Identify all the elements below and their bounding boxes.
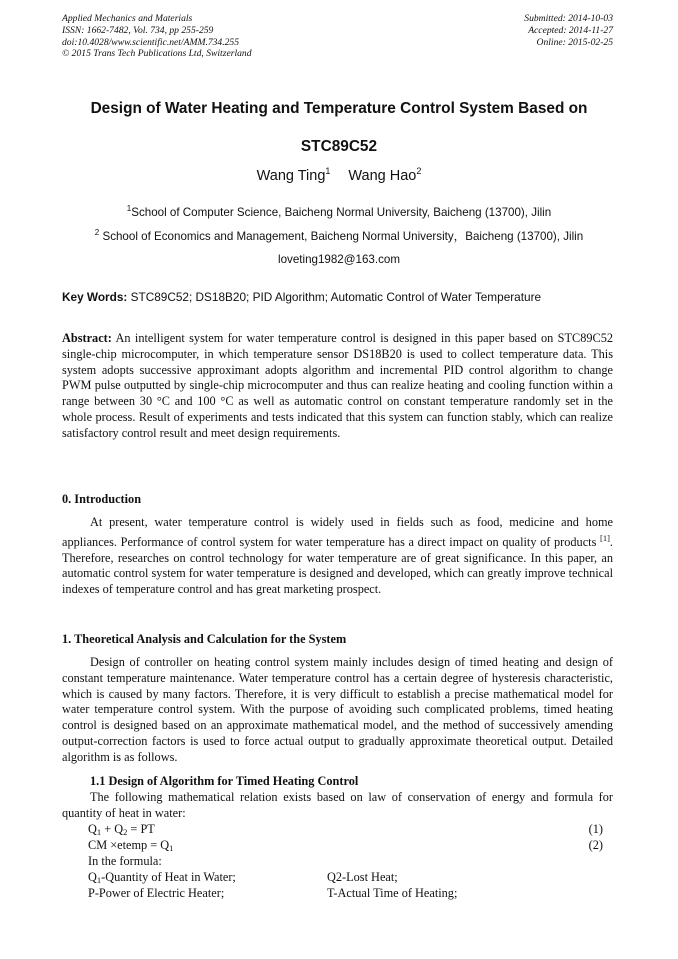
definition-q1-symbol: Q <box>88 870 97 884</box>
online-date: Online: 2015-02-25 <box>536 36 613 48</box>
introduction-text-b: . Therefore, researches on control technology for water temperature are of great significance. In this paper, an automatic control system for water temperature is designed and developed, which can greatly improve technical indexes of temperature control and has great marketing prospect. <box>62 534 613 597</box>
introduction-text-a: At present, water temperature control is widely used in fields such as food, medicine and home appliances. Performance of control system for water temperature has a direct impact on quality of products <box>62 515 613 549</box>
author-email: loveting1982@163.com <box>278 253 400 266</box>
keywords <box>62 290 617 304</box>
equation-2-number: (2) <box>588 838 603 852</box>
paper-title <box>60 90 618 166</box>
equation-2-sub: 1 <box>169 843 174 853</box>
affiliation-1-text: School of Computer Science, Baicheng Normal University, Baicheng (13700), Jilin <box>131 205 552 219</box>
accepted-date: Accepted: 2014-11-27 <box>528 24 613 36</box>
authors <box>0 166 678 184</box>
journal-doi: doi:10.4028/www.scientific.net/AMM.734.255 <box>62 36 240 48</box>
author-1-affil-mark: 1 <box>325 166 331 176</box>
journal-name: Applied Mechanics and Materials <box>62 13 193 24</box>
equation-1-rest: = PT <box>127 822 155 836</box>
journal-copyright: © 2015 Trans Tech Publications Ltd, Switzerland <box>62 48 252 60</box>
theory-paragraph: Design of controller on heating control system mainly includes design of timed heating and design of constant temperature maintenance. Water temperature control has a certain degree of hysteresis characteristic, which is caused by many factors. Therefore, it is very difficult to establish a precise mathematical model for water temperature control system. With the purpose of avoiding such complicated problems, timed heating control is designed based on an approximate mathematical model, and the method of successively amending output-correction factors is used to force actual output to gradually approximate theoretical output. Detailed algorithm is as follows. <box>62 655 613 764</box>
journal-header <box>62 13 252 60</box>
citation-ref[interactable]: [1] <box>600 532 610 543</box>
keywords-text: STC89C52; DS18B20; PID Algorithm; Automatic Control of Water Temperature <box>127 290 542 304</box>
definition-q1-sub: 1 <box>96 875 102 885</box>
paper-title-line2: STC89C52 <box>300 138 378 155</box>
equation-1-mid: + Q <box>101 822 124 836</box>
affiliation-1-mark: 1 <box>126 204 132 213</box>
subsection-heading-algorithm: 1.1 Design of Algorithm for Timed Heating Control <box>90 774 359 788</box>
affiliation-2-mark: 2 <box>94 228 100 238</box>
affiliation-2 <box>0 228 678 244</box>
author-1: Wang Ting <box>256 167 326 184</box>
algorithm-paragraph: The following mathematical relation exists based on law of conservation of energy and formula for quantity of heat in water: <box>62 790 613 820</box>
journal-issn: ISSN: 1662-7482, Vol. 734, pp 255-259 <box>62 24 214 36</box>
author-2-affil-mark: 2 <box>416 166 422 176</box>
introduction-paragraph <box>62 515 613 598</box>
equation-1-sub: 1 <box>96 827 102 837</box>
formula-intro: In the formula: <box>88 854 162 868</box>
definition-q2: Q2-Lost Heat; <box>327 870 398 884</box>
submitted-date: Submitted: 2014-10-03 <box>524 13 613 24</box>
author-2: Wang Hao <box>348 167 417 184</box>
abstract-text: An intelligent system for water temperature control is designed in this paper based on STC89C52 single-chip microcomputer, in which temperature sensor DS18B20 is used to collect temperature data. This system adopts successive approximant adopts algorithm and incremental PID control algorithm to change PWM pulse outputted by single-chip microcomputer and thus can realize heating and cooling function within a range between 30 °C and 100 °C as well as automatic control on constant temperature randomly set in the whole process. Result of experiments and tests indicated that this system can function stably, which can realize satisfactory control result and meet design requirements. <box>62 331 613 440</box>
definition-q1-text: -Quantity of Heat in Water; <box>101 870 236 884</box>
definition-t: T-Actual Time of Heating; <box>327 886 458 900</box>
abstract <box>62 331 613 442</box>
affiliation-2-text: School of Economics and Management, Baicheng Normal University，Baicheng (13700), Jilin <box>99 230 584 243</box>
definition-row-2 <box>88 886 608 902</box>
keywords-label: Key Words: <box>62 290 128 304</box>
equation-1-number: (1) <box>588 822 603 836</box>
abstract-label: Abstract: <box>62 331 112 345</box>
equation-1-sub-b: 2 <box>123 827 128 837</box>
equation-2-term: CM ×etemp = Q <box>88 838 170 852</box>
affiliation-1 <box>0 204 678 219</box>
dates-header <box>524 13 613 48</box>
equation-1-term: Q <box>88 822 97 836</box>
section-heading-introduction: 0. Introduction <box>62 492 142 506</box>
section-heading-theory: 1. Theoretical Analysis and Calculation for the System <box>62 632 347 646</box>
paper-title-line1: Design of Water Heating and Temperature Control System Based on <box>90 100 588 117</box>
definition-p: P-Power of Electric Heater; <box>88 886 225 900</box>
